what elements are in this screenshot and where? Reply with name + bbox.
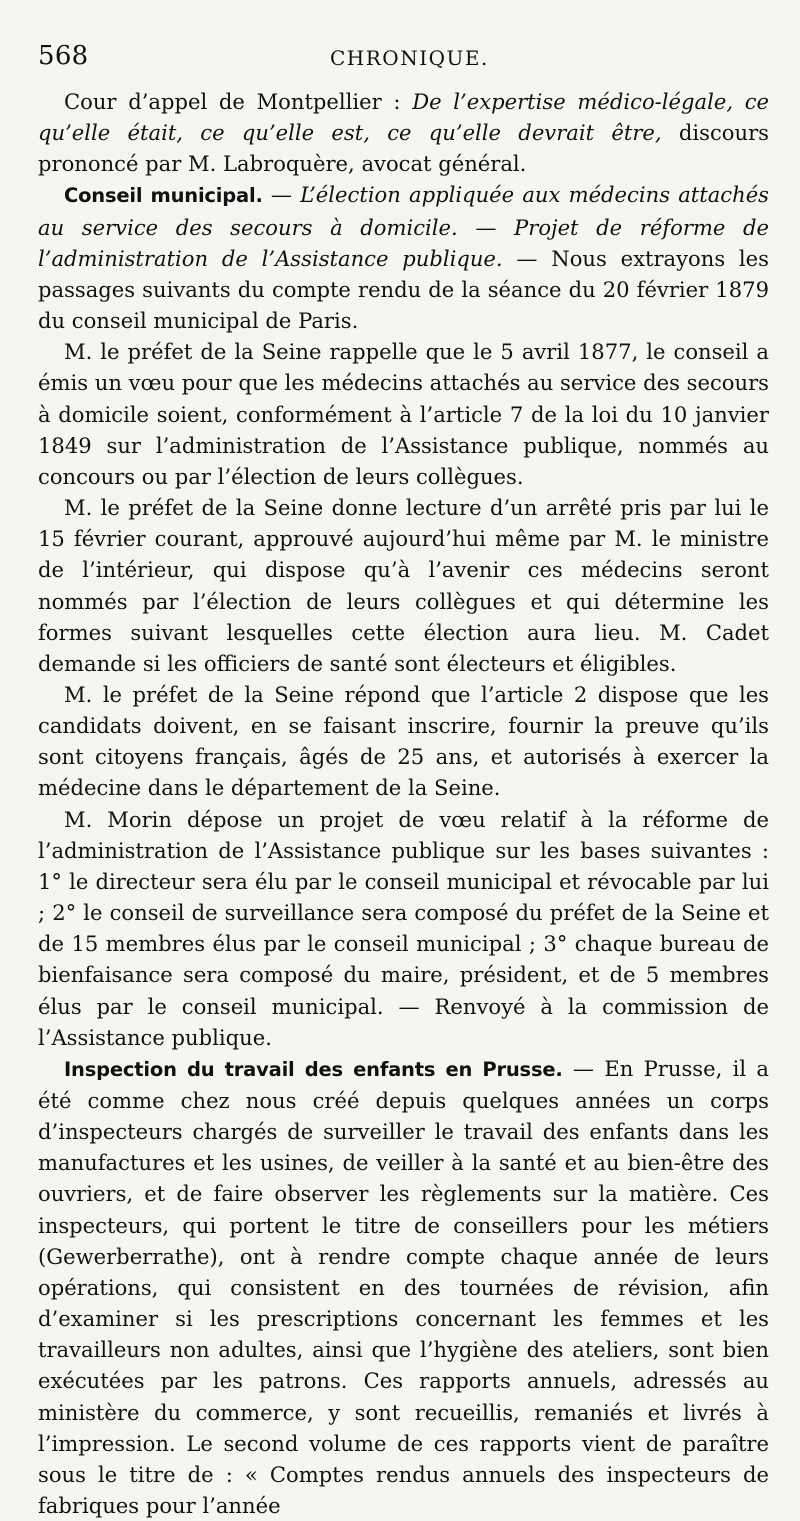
italic-title: De l’expertise médico-légale, ce qu’elle était, ce qu’elle est, ce qu’elle devrait être, (38, 89, 770, 146)
paragraph-text: — Nous extrayons les passages suivants du compte rendu de la séance du 20 février 1879 du conseil municipal de Paris. (38, 245, 769, 334)
paragraph-municipal-council (38, 179, 769, 336)
section-title: Conseil municipal. (64, 184, 263, 208)
page-body (38, 86, 769, 1521)
paragraph-child-labour-prussia (38, 1053, 769, 1521)
italic-subtitle: L’élection appliquée aux médecins attachés au service des secours à domicile. — Projet de réforme de l’administration de l’Assistance publique. (38, 182, 770, 271)
running-head: CHRONIQUE. (330, 46, 489, 70)
paragraph-text: discours prononcé par M. Labroquère, avocat général. (38, 120, 769, 177)
page-header (30, 40, 770, 72)
paragraph-text: Cour d’appel de Montpellier : (64, 89, 413, 114)
paragraph-morin-proposal: M. Morin dépose un projet de vœu relatif à la réforme de l’administration de l’Assistance publique sur les bases suivantes : 1° le directeur sera élu par le conseil municipal et révocable par lui ; 2° le conseil de surveillance sera composé du préfet de la Seine et de 15 membres élus par le conseil municipal ; 3° chaque bureau de bienfaisance sera composé du maire, président, et de 5 membres élus par le conseil municipal. — Renvoyé à la commission de l’Assistance publique. (38, 806, 769, 1050)
dash: — (262, 182, 301, 208)
paragraph-prefect-decree: M. le préfet de la Seine donne lecture d’un arrêté pris par lui le 15 février courant, approuvé aujourd’hui même par M. le ministre de l’intérieur, qui dispose qu’à l’avenir ces médecins seront nommés par l’élection de leurs collègues et qui détermine les formes suivant lesquelles cette élection aura lieu. M. Cadet demande si les officiers de santé sont électeurs et éligibles. (38, 495, 769, 676)
paragraph-prefect-response: M. le préfet de la Seine répond que l’article 2 dispose que les candidats doivent, en se faisant inscrire, fournir la preuve qu’ils sont citoyens français, âgés de 25 ans, et autorisés à exercer la médecine dans le département de la Seine. (38, 681, 769, 801)
paragraph-court-of-appeal (38, 86, 769, 179)
page-number: 568 (38, 41, 89, 71)
section-title: Inspection du travail des enfants en Prusse. (64, 1057, 563, 1081)
paragraph-prefect-vow: M. le préfet de la Seine rappelle que le 5 avril 1877, le conseil a émis un vœu pour que les médecins attachés au service des secours à domicile soient, conformément à l’article 7 de la loi du 10 janvier 1849 sur l’administration de l’Assistance publique, nommés au concours ou par l’élection de leurs collègues. (38, 339, 769, 489)
paragraph-text: — En Prusse, il a été comme chez nous créé depuis quelques années un corps d’inspecteurs chargés de surveiller le travail des enfants dans les manufactures et les usines, de veiller à la santé et au bien-être des ouvriers, et de faire observer les règlements sur la matière. Ces inspecteurs, qui portent le titre de conseillers pour les métiers (Gewerberrathe), ont à rendre compte chaque année de leurs opérations, qui consistent en des tournées de révision, afin d’examiner si les prescriptions concernant les femmes et les travailleurs non adultes, ainsi que l’hygiène des ateliers, sont bien exécutées par les patrons. Ces rapports annuels, adressés au ministère du commerce, y sont recueillis, remaniés et livrés à l’impression. Le second volume de ces rapports vient de paraître sous le titre de : « Comptes rendus annuels des inspecteurs de fabriques pour l’année (38, 1055, 769, 1519)
